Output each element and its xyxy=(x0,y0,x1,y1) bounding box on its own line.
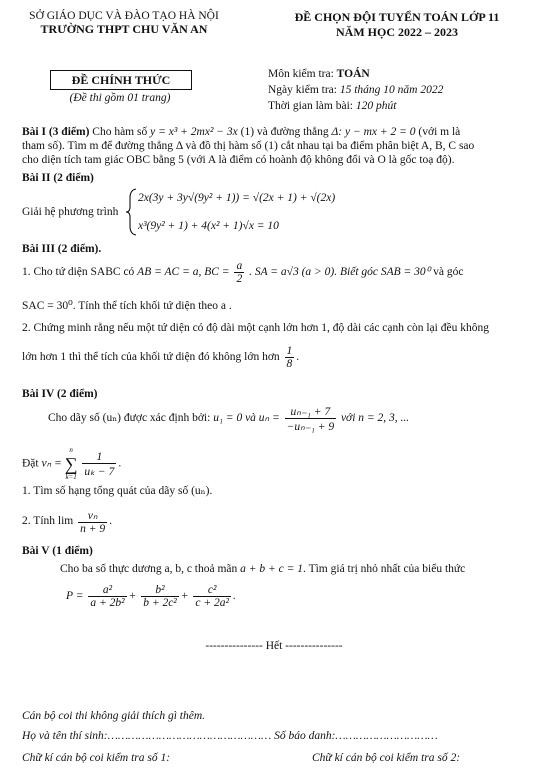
school-name: TRƯỜNG THPT CHU VĂN AN xyxy=(40,22,208,36)
school-year: NĂM HỌC 2022 – 2023 xyxy=(336,25,458,39)
sum-upper: n xyxy=(69,446,73,454)
problem-4-text: Đặt xyxy=(22,457,39,470)
problem-4-text: 2. Tính lim xyxy=(22,515,74,528)
tetra-condition: AB = AC = a, BC = xyxy=(137,266,230,279)
sigma-icon: ∑ xyxy=(64,454,78,474)
system-equation-1: 2x(3y + 3y√(9y² + 1)) = √(2x + 1) + √(2x) xyxy=(138,192,336,204)
date-value: 15 tháng 10 năm 2022 xyxy=(339,84,444,96)
signature-1-label: Chữ kí cán bộ coi kiểm tra số 1: xyxy=(22,752,171,764)
p-expression: P = $\frac{\text{a²}}{\text{a + 2b²}}$ + $\frac{\text{b²}}{\text{b + 2c²}}$ + $\frac{\text{c²}}{\text{c + 2a²}}$ . xyxy=(66,584,236,609)
problem-4-q2: 2. Tính lim $\frac{\text{vₙ}}{n + 9}$ . xyxy=(22,510,112,535)
problem-2-title: Bài II (2 điểm) xyxy=(22,172,94,184)
system-equation-2: x³(9y² + 1) + 4(x² + 1)√x = 10 xyxy=(138,220,279,232)
limit-den: n + 9 xyxy=(80,523,106,535)
p-term-1-den: a + 2b² xyxy=(90,597,125,609)
official-stamp-box: ĐỀ CHÍNH THỨC xyxy=(50,70,192,90)
p-term-1-num: a² xyxy=(88,584,126,597)
problem-1-text: (với m là xyxy=(418,126,461,138)
problem-3-title: Bài III (2 điểm). xyxy=(22,243,102,255)
problem-4-title: Bài IV (2 điểm) xyxy=(22,388,98,400)
sum-condition: a + b + c = 1 xyxy=(240,563,304,575)
problem-2-intro: Giải hệ phương trình xyxy=(22,206,119,218)
problem-1-title: Bài I (3 điểm) xyxy=(22,126,90,138)
time-label: Thời gian làm bài: xyxy=(268,100,353,112)
problem-4-q1: 1. Tìm số hạng tổng quát của dãy số (uₙ). xyxy=(22,485,213,497)
problem-3-q1 xyxy=(22,260,532,285)
problem-1-line3: cho diện tích tam giác OBC bằng 5 (với A là điểm có hoành độ không đổi và O là gốc toạ độ). xyxy=(22,154,455,166)
p-term-2-num: b² xyxy=(141,584,179,597)
function-equation: y = x³ + 2mx² − 3x xyxy=(150,126,238,138)
line-equation: Δ: y − mx + 2 = 0 xyxy=(331,126,416,138)
recurrence-num: uₙ₋₁ + 7 xyxy=(285,404,336,419)
subject-value: TOÁN xyxy=(336,68,370,80)
bc-fraction-den: 2 xyxy=(236,273,243,285)
volume-fraction xyxy=(285,345,295,370)
department-name: SỞ GIÁO DỤC VÀ ĐÀO TẠO HÀ NỘI xyxy=(29,10,219,22)
bc-fraction xyxy=(234,260,244,285)
problem-1 xyxy=(22,125,532,167)
problem-5-text-a: Cho ba số thực dương a, b, c thoả mãn xyxy=(60,563,238,575)
limit-num: vₙ xyxy=(78,508,107,523)
problem-1-line1 xyxy=(22,125,532,139)
v-definition: vₙ = xyxy=(41,457,62,470)
date-row xyxy=(268,82,528,98)
time-row xyxy=(268,98,528,114)
sum-fraction-den: uₖ − 7 xyxy=(84,465,115,478)
header-left xyxy=(24,10,224,37)
header-right xyxy=(262,10,532,40)
problem-1-text: (1) và đường thẳng xyxy=(240,126,329,138)
problem-5-text-b: . Tìm giá trị nhỏ nhất của biểu thức xyxy=(303,563,466,575)
sum-fraction xyxy=(82,451,116,478)
date-label: Ngày kiểm tra: xyxy=(268,84,337,96)
p-term-3 xyxy=(193,584,231,609)
candidate-info-line: Họ và tên thí sinh:………………………………………… Số báo danh:………………………… xyxy=(22,730,438,742)
p-term-2 xyxy=(141,584,179,609)
problem-3-text: 1. Cho tứ diện SABC có xyxy=(22,266,135,279)
problem-3-text: lớn hơn 1 thì thể tích của khối tứ diện đó không lớn hơn xyxy=(22,351,280,364)
problem-5-text xyxy=(60,563,540,575)
problem-4-text: Cho dãy số (uₙ) được xác định bởi: xyxy=(48,412,211,425)
volume-fraction-num: 1 xyxy=(286,345,293,357)
sum-lower: k=1 xyxy=(65,473,77,481)
limit-fraction xyxy=(78,508,107,535)
problem-4-definition: Đặt vₙ = n ∑ k=1 $\frac{1}{\text{uₖ − 7}}$ . xyxy=(22,446,122,481)
recurrence-den: −uₙ₋₁ + 9 xyxy=(286,421,335,433)
sequence-initial: u₁ = 0 và uₙ = xyxy=(213,412,280,425)
problem-1-line2: tham số). Tìm m để đường thẳng Δ và đồ thị hàm số (1) cắt nhau tại ba điểm phân biệt A, B, C sao xyxy=(22,140,475,152)
sum-fraction-num: 1 xyxy=(82,451,116,464)
p-term-1 xyxy=(88,584,126,609)
sum-symbol xyxy=(65,446,78,482)
subject-label: Môn kiểm tra: xyxy=(268,68,334,80)
volume-fraction-den: 8 xyxy=(286,358,293,370)
p-label: P = xyxy=(66,590,84,603)
p-term-3-num: c² xyxy=(193,584,231,597)
problem-5-title: Bài V (1 điểm) xyxy=(22,545,93,557)
recurrence-fraction xyxy=(285,404,336,433)
problem-3-text: và góc xyxy=(433,266,464,279)
recurrence-condition: với n = 2, 3, ... xyxy=(340,412,410,425)
problem-4-sequence xyxy=(48,404,409,433)
problem-3-q2-cont: lớn hơn 1 thì thể tích của khối tứ diện đó không lớn hơn $\frac{1}{8}$ . xyxy=(22,345,300,370)
tetra-condition-2: . SA = a√3 (a > 0). Biết góc SAB = 30⁰ xyxy=(249,266,431,279)
p-term-3-den: c + 2a² xyxy=(195,597,229,609)
left-brace-icon xyxy=(126,188,138,236)
problem-1-text: Cho hàm số xyxy=(92,126,148,138)
pages-note: (Đề thi gồm 01 trang) xyxy=(69,92,171,104)
time-value: 120 phút xyxy=(355,100,397,112)
exam-info xyxy=(268,66,528,114)
problem-3-q1-cont: SAC = 30⁰. Tính thể tích khối tứ diện theo a . xyxy=(22,300,232,312)
signature-2-label: Chữ kí cán bộ coi kiểm tra số 2: xyxy=(312,752,461,764)
proctor-note: Cán bộ coi thi không giải thích gì thêm. xyxy=(22,710,206,722)
end-marker: --------------- Hết --------------- xyxy=(205,640,343,652)
problem-3-q2: 2. Chứng minh rằng nếu một tứ diện có độ dài một cạnh lớn hơn 1, độ dài các cạnh còn lại đều không xyxy=(22,322,489,334)
bc-fraction-num: a xyxy=(236,260,243,272)
p-term-2-den: b + 2c² xyxy=(143,597,177,609)
subject-row xyxy=(268,66,528,82)
exam-title: ĐỀ CHỌN ĐỘI TUYỂN TOÁN LỚP 11 xyxy=(294,10,500,24)
